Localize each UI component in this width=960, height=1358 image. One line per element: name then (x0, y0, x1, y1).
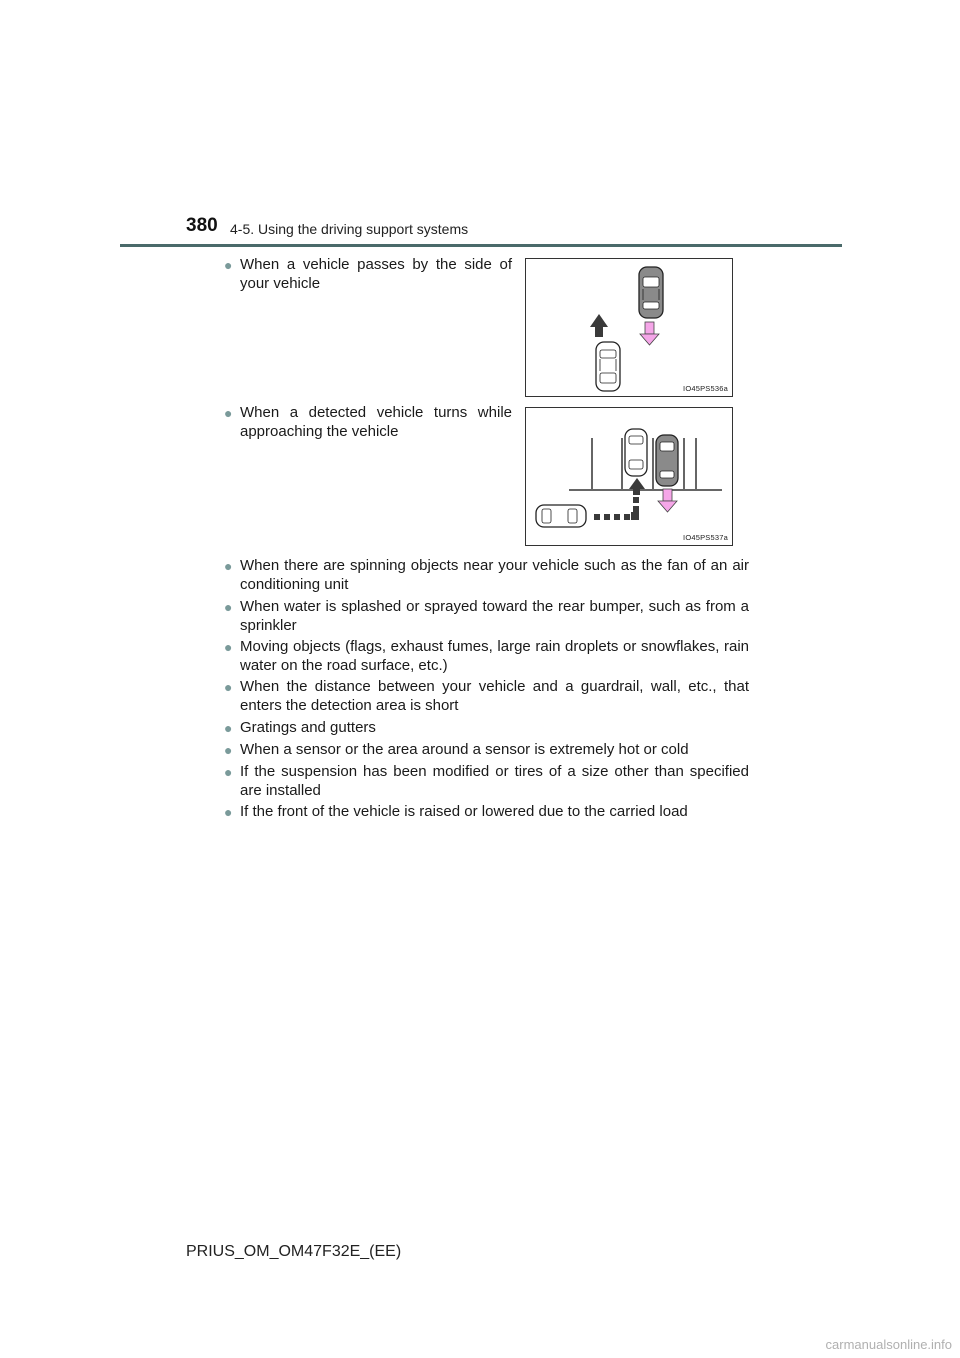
section-title: 4-5. Using the driving support systems (230, 221, 469, 237)
bullet-icon: ● (224, 639, 233, 655)
turning-path (594, 497, 639, 520)
bullet-icon: ● (224, 599, 233, 615)
figure-vehicle-passing (525, 258, 733, 397)
bullet-icon: ● (224, 558, 233, 574)
figure-1-caption: ● When a vehicle passes by the side of your vehicle (224, 256, 512, 292)
header-divider (120, 244, 842, 247)
list-item: ● Gratings and gutters (224, 719, 376, 736)
arrow-down-icon (658, 489, 677, 512)
vehicle-turning-diagram (526, 408, 732, 545)
figure-code: IO45PS536a (683, 384, 728, 393)
arrow-up-icon (629, 478, 645, 495)
list-item: ● When a sensor or the area around a sensor is extremely hot or cold (224, 741, 689, 758)
vehicle-passing-diagram (526, 259, 732, 396)
watermark[interactable]: carmanualsonline.info (825, 1337, 952, 1352)
list-item: ● When water is splashed or sprayed toward the rear bumper, such as from a sprinkler (224, 598, 749, 634)
list-item: ● When there are spinning objects near your vehicle such as the fan of an air conditioning unit (224, 557, 749, 593)
arrow-down-icon (640, 322, 659, 345)
own-car-icon (596, 342, 620, 391)
figure-code: IO45PS537a (683, 533, 728, 542)
page-number: 380 (186, 215, 218, 236)
bullet-icon: ● (224, 679, 233, 695)
figure-2-caption: ● When a detected vehicle turns while approaching the vehicle (224, 404, 512, 440)
passing-car-icon (639, 267, 663, 318)
reversing-car-icon (656, 435, 678, 486)
bullet-icon: ● (224, 257, 233, 273)
list-item: ● If the front of the vehicle is raised or lowered due to the carried load (224, 803, 688, 820)
document-code: PRIUS_OM_OM47F32E_(EE) (186, 1243, 402, 1260)
parked-car-icon (625, 429, 647, 476)
list-item: ● When the distance between your vehicle and a guardrail, wall, etc., that enters the detection area is short (224, 678, 749, 714)
list-item: ● Moving objects (flags, exhaust fumes, large rain droplets or snowflakes, rain water on the road surface, etc.) (224, 638, 749, 674)
bullet-icon: ● (224, 405, 233, 421)
bullet-icon: ● (224, 764, 233, 780)
approaching-car-icon (536, 505, 586, 527)
figure-vehicle-turning (525, 407, 733, 546)
bullet-icon: ● (224, 720, 233, 736)
bullet-icon: ● (224, 742, 233, 758)
bullet-icon: ● (224, 804, 233, 820)
list-item: ● If the suspension has been modified or tires of a size other than specified are installed (224, 763, 749, 799)
arrow-up-icon (590, 314, 608, 337)
